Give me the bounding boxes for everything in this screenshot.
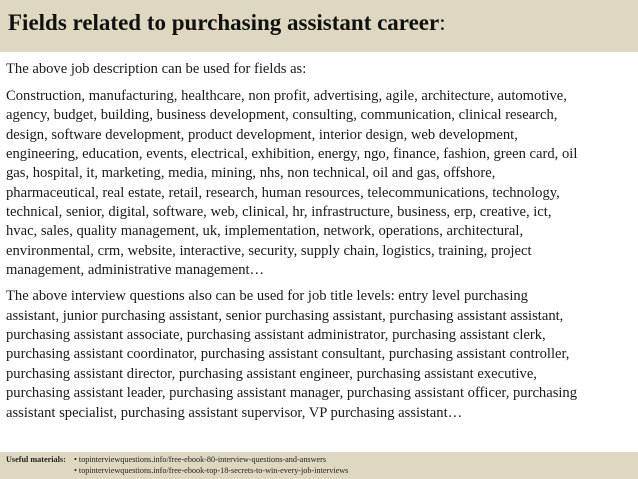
levels-line: purchasing assistant coordinator, purchasing assistant consultant, purchasing assistant controller,	[6, 346, 570, 363]
fields-line: engineering, education, events, electrical, exhibition, energy, ngo, finance, fashion, green card, oil	[6, 146, 578, 163]
levels-line: purchasing assistant director, purchasing assistant engineer, purchasing assistant executive,	[6, 365, 537, 382]
fields-line: hvac, sales, quality management, uk, implementation, network, operations, architectural,	[6, 223, 524, 240]
levels-line: purchasing assistant associate, purchasing assistant administrator, purchasing assistant clerk,	[6, 327, 546, 344]
fields-line: technical, senior, digital, software, web, clinical, hr, infrastructure, business, erp, creative, ict,	[6, 204, 552, 221]
page-title-colon: :	[439, 10, 446, 35]
footer-bar	[0, 452, 638, 479]
fields-line: Construction, manufacturing, healthcare, non profit, advertising, agile, architecture, automotive,	[6, 88, 567, 104]
fields-paragraph	[6, 87, 632, 280]
slide-content	[6, 59, 632, 423]
page-title-text: Fields related to purchasing assistant career	[8, 10, 440, 35]
fields-line: management, administrative management…	[6, 262, 265, 279]
intro-text: The above job description can be used for fields as:	[6, 61, 307, 77]
useful-materials	[6, 454, 638, 476]
title-bar	[0, 0, 638, 52]
levels-line: assistant specialist, purchasing assistant supervisor, VP purchasing assistant…	[6, 404, 463, 421]
fields-line: agency, budget, building, business development, consulting, communication, clinical research,	[6, 107, 558, 124]
fields-line: design, software development, product development, interior design, web development,	[6, 126, 518, 143]
levels-line: assistant, junior purchasing assistant, senior purchasing assistant, purchasing assistant assistant,	[6, 307, 564, 324]
levels-line: The above interview questions also can be used for job title levels: entry level purchasing	[6, 288, 528, 305]
useful-materials-links	[74, 454, 348, 476]
fields-line: pharmaceutical, real estate, retail, research, human resources, telecommunications, technology,	[6, 184, 560, 201]
ebook-80-questions-link[interactable]: • topinterviewquestions.info/free-ebook-80-interview-questions-and-answers	[74, 455, 327, 464]
levels-line: purchasing assistant leader, purchasing assistant manager, purchasing assistant officer, purchasing	[6, 385, 578, 402]
fields-line: gas, hospital, it, marketing, media, mining, nhs, non technical, oil and gas, offshore,	[6, 165, 496, 182]
page-title	[8, 9, 638, 37]
levels-paragraph	[6, 287, 632, 422]
useful-materials-label: Useful materials:	[6, 455, 66, 464]
ebook-18-secrets-link[interactable]: • topinterviewquestions.info/free-ebook-top-18-secrets-to-win-every-job-interviews	[74, 466, 349, 475]
fields-line: environmental, crm, website, interactive, security, supply chain, logistics, training, project	[6, 242, 532, 259]
